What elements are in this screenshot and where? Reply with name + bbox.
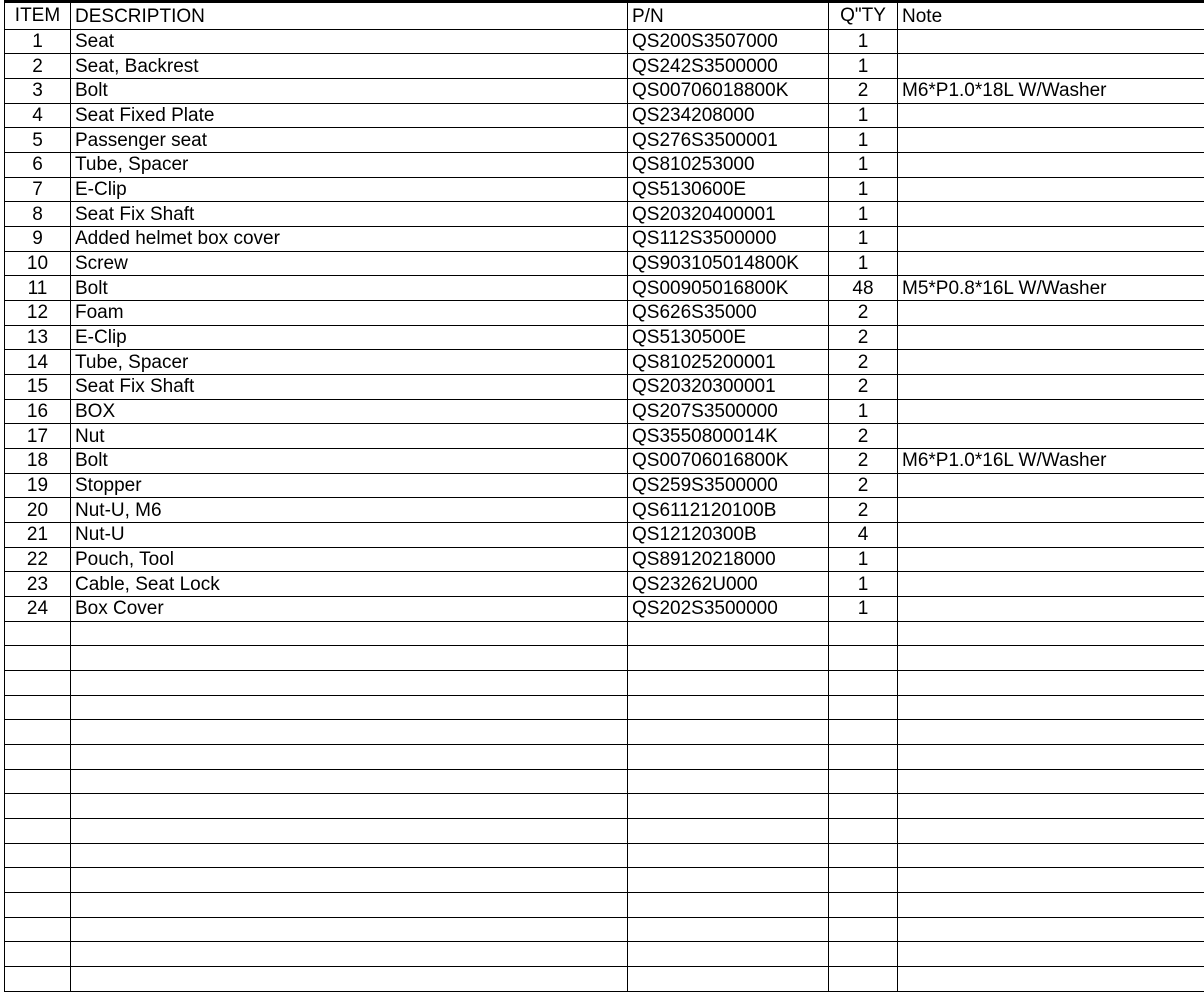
table-row (5, 942, 1204, 967)
item-cell (5, 744, 71, 769)
note-cell (898, 942, 1204, 967)
description-cell: Bolt (71, 78, 628, 103)
item-cell: 21 (5, 522, 71, 547)
table-row (5, 350, 1204, 375)
item-cell: 14 (5, 350, 71, 375)
table-row (5, 325, 1204, 350)
note-cell (898, 596, 1204, 621)
part-number-cell: QS200S3507000 (628, 29, 829, 54)
part-number-cell (628, 893, 829, 918)
part-number-cell (628, 942, 829, 967)
description-cell: Stopper (71, 473, 628, 498)
quantity-cell: 1 (829, 202, 898, 227)
note-cell (898, 695, 1204, 720)
note-cell (898, 744, 1204, 769)
description-cell: Nut-U (71, 522, 628, 547)
header-note: Note (898, 3, 1204, 29)
note-cell (898, 374, 1204, 399)
item-cell: 19 (5, 473, 71, 498)
part-number-cell: QS00706018800K (628, 78, 829, 103)
note-cell (898, 794, 1204, 819)
part-number-cell: QS12120300B (628, 522, 829, 547)
item-cell: 24 (5, 596, 71, 621)
item-cell: 11 (5, 276, 71, 301)
item-cell: 22 (5, 547, 71, 572)
table-row (5, 893, 1204, 918)
item-cell (5, 967, 71, 992)
table-row (5, 202, 1204, 227)
part-number-cell: QS00706016800K (628, 448, 829, 473)
header-part-number: P/N (628, 3, 829, 29)
quantity-cell: 4 (829, 522, 898, 547)
note-cell: M5*P0.8*16L W/Washer (898, 276, 1204, 301)
quantity-cell: 1 (829, 251, 898, 276)
note-cell (898, 251, 1204, 276)
table-row (5, 868, 1204, 893)
note-cell (898, 152, 1204, 177)
quantity-cell: 1 (829, 547, 898, 572)
table-row (5, 621, 1204, 646)
quantity-cell: 1 (829, 177, 898, 202)
part-number-cell (628, 646, 829, 671)
item-cell: 7 (5, 177, 71, 202)
description-cell (71, 843, 628, 868)
table-row (5, 226, 1204, 251)
description-cell (71, 917, 628, 942)
table-row (5, 547, 1204, 572)
item-cell: 15 (5, 374, 71, 399)
description-cell: Seat Fix Shaft (71, 374, 628, 399)
part-number-cell (628, 917, 829, 942)
description-cell: Seat (71, 29, 628, 54)
note-cell (898, 473, 1204, 498)
header-quantity: Q"TY (829, 3, 898, 29)
quantity-cell: 1 (829, 399, 898, 424)
item-cell: 23 (5, 572, 71, 597)
note-cell (898, 967, 1204, 992)
parts-list-sheet (4, 0, 1204, 995)
table-row (5, 473, 1204, 498)
part-number-cell (628, 720, 829, 745)
part-number-cell: QS276S3500001 (628, 128, 829, 153)
description-cell: Nut (71, 424, 628, 449)
note-cell (898, 29, 1204, 54)
item-cell (5, 695, 71, 720)
description-cell (71, 646, 628, 671)
table-row (5, 424, 1204, 449)
table-row (5, 103, 1204, 128)
quantity-cell: 2 (829, 300, 898, 325)
note-cell (898, 843, 1204, 868)
part-number-cell (628, 621, 829, 646)
description-cell (71, 744, 628, 769)
item-cell (5, 819, 71, 844)
item-cell: 2 (5, 54, 71, 79)
quantity-cell: 1 (829, 596, 898, 621)
description-cell (71, 695, 628, 720)
description-cell: Foam (71, 300, 628, 325)
description-cell (71, 769, 628, 794)
quantity-cell: 2 (829, 424, 898, 449)
description-cell (71, 942, 628, 967)
part-number-cell: QS00905016800K (628, 276, 829, 301)
part-number-cell (628, 843, 829, 868)
parts-table (4, 3, 1204, 992)
note-cell (898, 769, 1204, 794)
description-cell (71, 670, 628, 695)
description-cell: Tube, Spacer (71, 152, 628, 177)
description-cell: BOX (71, 399, 628, 424)
description-cell: E-Clip (71, 325, 628, 350)
description-cell: Added helmet box cover (71, 226, 628, 251)
quantity-cell: 2 (829, 78, 898, 103)
table-row (5, 498, 1204, 523)
part-number-cell (628, 670, 829, 695)
quantity-cell: 2 (829, 350, 898, 375)
description-cell (71, 893, 628, 918)
table-row (5, 399, 1204, 424)
quantity-cell (829, 868, 898, 893)
note-cell (898, 893, 1204, 918)
quantity-cell: 2 (829, 325, 898, 350)
quantity-cell: 1 (829, 152, 898, 177)
part-number-cell (628, 819, 829, 844)
part-number-cell (628, 769, 829, 794)
quantity-cell: 1 (829, 29, 898, 54)
quantity-cell (829, 744, 898, 769)
table-row (5, 670, 1204, 695)
part-number-cell (628, 744, 829, 769)
item-cell (5, 621, 71, 646)
description-cell: E-Clip (71, 177, 628, 202)
part-number-cell: QS234208000 (628, 103, 829, 128)
part-number-cell: QS81025200001 (628, 350, 829, 375)
part-number-cell: QS207S3500000 (628, 399, 829, 424)
table-row (5, 720, 1204, 745)
table-row (5, 695, 1204, 720)
header-description: DESCRIPTION (71, 3, 628, 29)
item-cell (5, 893, 71, 918)
table-row (5, 29, 1204, 54)
part-number-cell (628, 794, 829, 819)
item-cell (5, 769, 71, 794)
quantity-cell: 1 (829, 54, 898, 79)
quantity-cell: 2 (829, 498, 898, 523)
item-cell (5, 794, 71, 819)
note-cell (898, 646, 1204, 671)
table-row (5, 251, 1204, 276)
part-number-cell (628, 967, 829, 992)
item-cell: 12 (5, 300, 71, 325)
quantity-cell: 1 (829, 128, 898, 153)
table-row (5, 769, 1204, 794)
description-cell: Bolt (71, 448, 628, 473)
table-row (5, 300, 1204, 325)
item-cell: 13 (5, 325, 71, 350)
table-row (5, 917, 1204, 942)
description-cell: Pouch, Tool (71, 547, 628, 572)
table-body (5, 29, 1204, 991)
item-cell: 10 (5, 251, 71, 276)
quantity-cell (829, 794, 898, 819)
part-number-cell: QS202S3500000 (628, 596, 829, 621)
quantity-cell (829, 769, 898, 794)
part-number-cell: QS5130600E (628, 177, 829, 202)
note-cell (898, 868, 1204, 893)
item-cell: 6 (5, 152, 71, 177)
part-number-cell: QS626S35000 (628, 300, 829, 325)
note-cell (898, 103, 1204, 128)
description-cell (71, 967, 628, 992)
quantity-cell: 1 (829, 103, 898, 128)
part-number-cell: QS23262U000 (628, 572, 829, 597)
quantity-cell (829, 621, 898, 646)
note-cell (898, 325, 1204, 350)
note-cell (898, 54, 1204, 79)
quantity-cell (829, 893, 898, 918)
part-number-cell: QS6112120100B (628, 498, 829, 523)
description-cell: Seat, Backrest (71, 54, 628, 79)
table-row (5, 54, 1204, 79)
note-cell (898, 128, 1204, 153)
quantity-cell: 2 (829, 448, 898, 473)
item-cell: 3 (5, 78, 71, 103)
quantity-cell (829, 695, 898, 720)
item-cell (5, 917, 71, 942)
item-cell: 16 (5, 399, 71, 424)
item-cell (5, 670, 71, 695)
table-row (5, 572, 1204, 597)
note-cell: M6*P1.0*16L W/Washer (898, 448, 1204, 473)
item-cell: 8 (5, 202, 71, 227)
note-cell (898, 917, 1204, 942)
part-number-cell (628, 695, 829, 720)
description-cell (71, 621, 628, 646)
note-cell (898, 226, 1204, 251)
part-number-cell: QS5130500E (628, 325, 829, 350)
part-number-cell: QS903105014800K (628, 251, 829, 276)
description-cell: Box Cover (71, 596, 628, 621)
quantity-cell: 2 (829, 374, 898, 399)
quantity-cell (829, 720, 898, 745)
description-cell: Nut-U, M6 (71, 498, 628, 523)
quantity-cell (829, 819, 898, 844)
note-cell (898, 177, 1204, 202)
note-cell (898, 522, 1204, 547)
part-number-cell: QS112S3500000 (628, 226, 829, 251)
note-cell (898, 819, 1204, 844)
part-number-cell: QS242S3500000 (628, 54, 829, 79)
item-cell (5, 646, 71, 671)
note-cell (898, 202, 1204, 227)
table-row (5, 374, 1204, 399)
part-number-cell: QS259S3500000 (628, 473, 829, 498)
part-number-cell: QS20320300001 (628, 374, 829, 399)
note-cell (898, 300, 1204, 325)
description-cell (71, 720, 628, 745)
item-cell (5, 942, 71, 967)
part-number-cell: QS810253000 (628, 152, 829, 177)
table-header (5, 3, 1204, 29)
quantity-cell (829, 843, 898, 868)
description-cell: Tube, Spacer (71, 350, 628, 375)
quantity-cell: 48 (829, 276, 898, 301)
header-row (5, 3, 1204, 29)
part-number-cell: QS89120218000 (628, 547, 829, 572)
table-row (5, 819, 1204, 844)
note-cell (898, 547, 1204, 572)
quantity-cell (829, 967, 898, 992)
quantity-cell (829, 942, 898, 967)
table-row (5, 177, 1204, 202)
table-row (5, 128, 1204, 153)
table-row (5, 276, 1204, 301)
table-row (5, 794, 1204, 819)
note-cell (898, 350, 1204, 375)
part-number-cell (628, 868, 829, 893)
item-cell: 1 (5, 29, 71, 54)
item-cell: 9 (5, 226, 71, 251)
note-cell: M6*P1.0*18L W/Washer (898, 78, 1204, 103)
table-row (5, 522, 1204, 547)
note-cell (898, 670, 1204, 695)
header-item: ITEM (5, 3, 71, 29)
note-cell (898, 424, 1204, 449)
quantity-cell (829, 646, 898, 671)
note-cell (898, 399, 1204, 424)
description-cell: Bolt (71, 276, 628, 301)
quantity-cell (829, 917, 898, 942)
quantity-cell: 1 (829, 572, 898, 597)
quantity-cell: 1 (829, 226, 898, 251)
description-cell (71, 794, 628, 819)
item-cell: 5 (5, 128, 71, 153)
item-cell: 17 (5, 424, 71, 449)
note-cell (898, 498, 1204, 523)
description-cell (71, 868, 628, 893)
description-cell (71, 819, 628, 844)
table-row (5, 596, 1204, 621)
quantity-cell (829, 670, 898, 695)
item-cell (5, 843, 71, 868)
item-cell (5, 720, 71, 745)
note-cell (898, 720, 1204, 745)
item-cell: 4 (5, 103, 71, 128)
table-row (5, 78, 1204, 103)
table-row (5, 448, 1204, 473)
item-cell: 20 (5, 498, 71, 523)
table-row (5, 843, 1204, 868)
part-number-cell: QS20320400001 (628, 202, 829, 227)
description-cell: Passenger seat (71, 128, 628, 153)
table-row (5, 152, 1204, 177)
table-row (5, 744, 1204, 769)
table-row (5, 646, 1204, 671)
note-cell (898, 621, 1204, 646)
note-cell (898, 572, 1204, 597)
description-cell: Seat Fix Shaft (71, 202, 628, 227)
quantity-cell: 2 (829, 473, 898, 498)
table-row (5, 967, 1204, 992)
description-cell: Screw (71, 251, 628, 276)
item-cell (5, 868, 71, 893)
item-cell: 18 (5, 448, 71, 473)
description-cell: Cable, Seat Lock (71, 572, 628, 597)
part-number-cell: QS3550800014K (628, 424, 829, 449)
description-cell: Seat Fixed Plate (71, 103, 628, 128)
